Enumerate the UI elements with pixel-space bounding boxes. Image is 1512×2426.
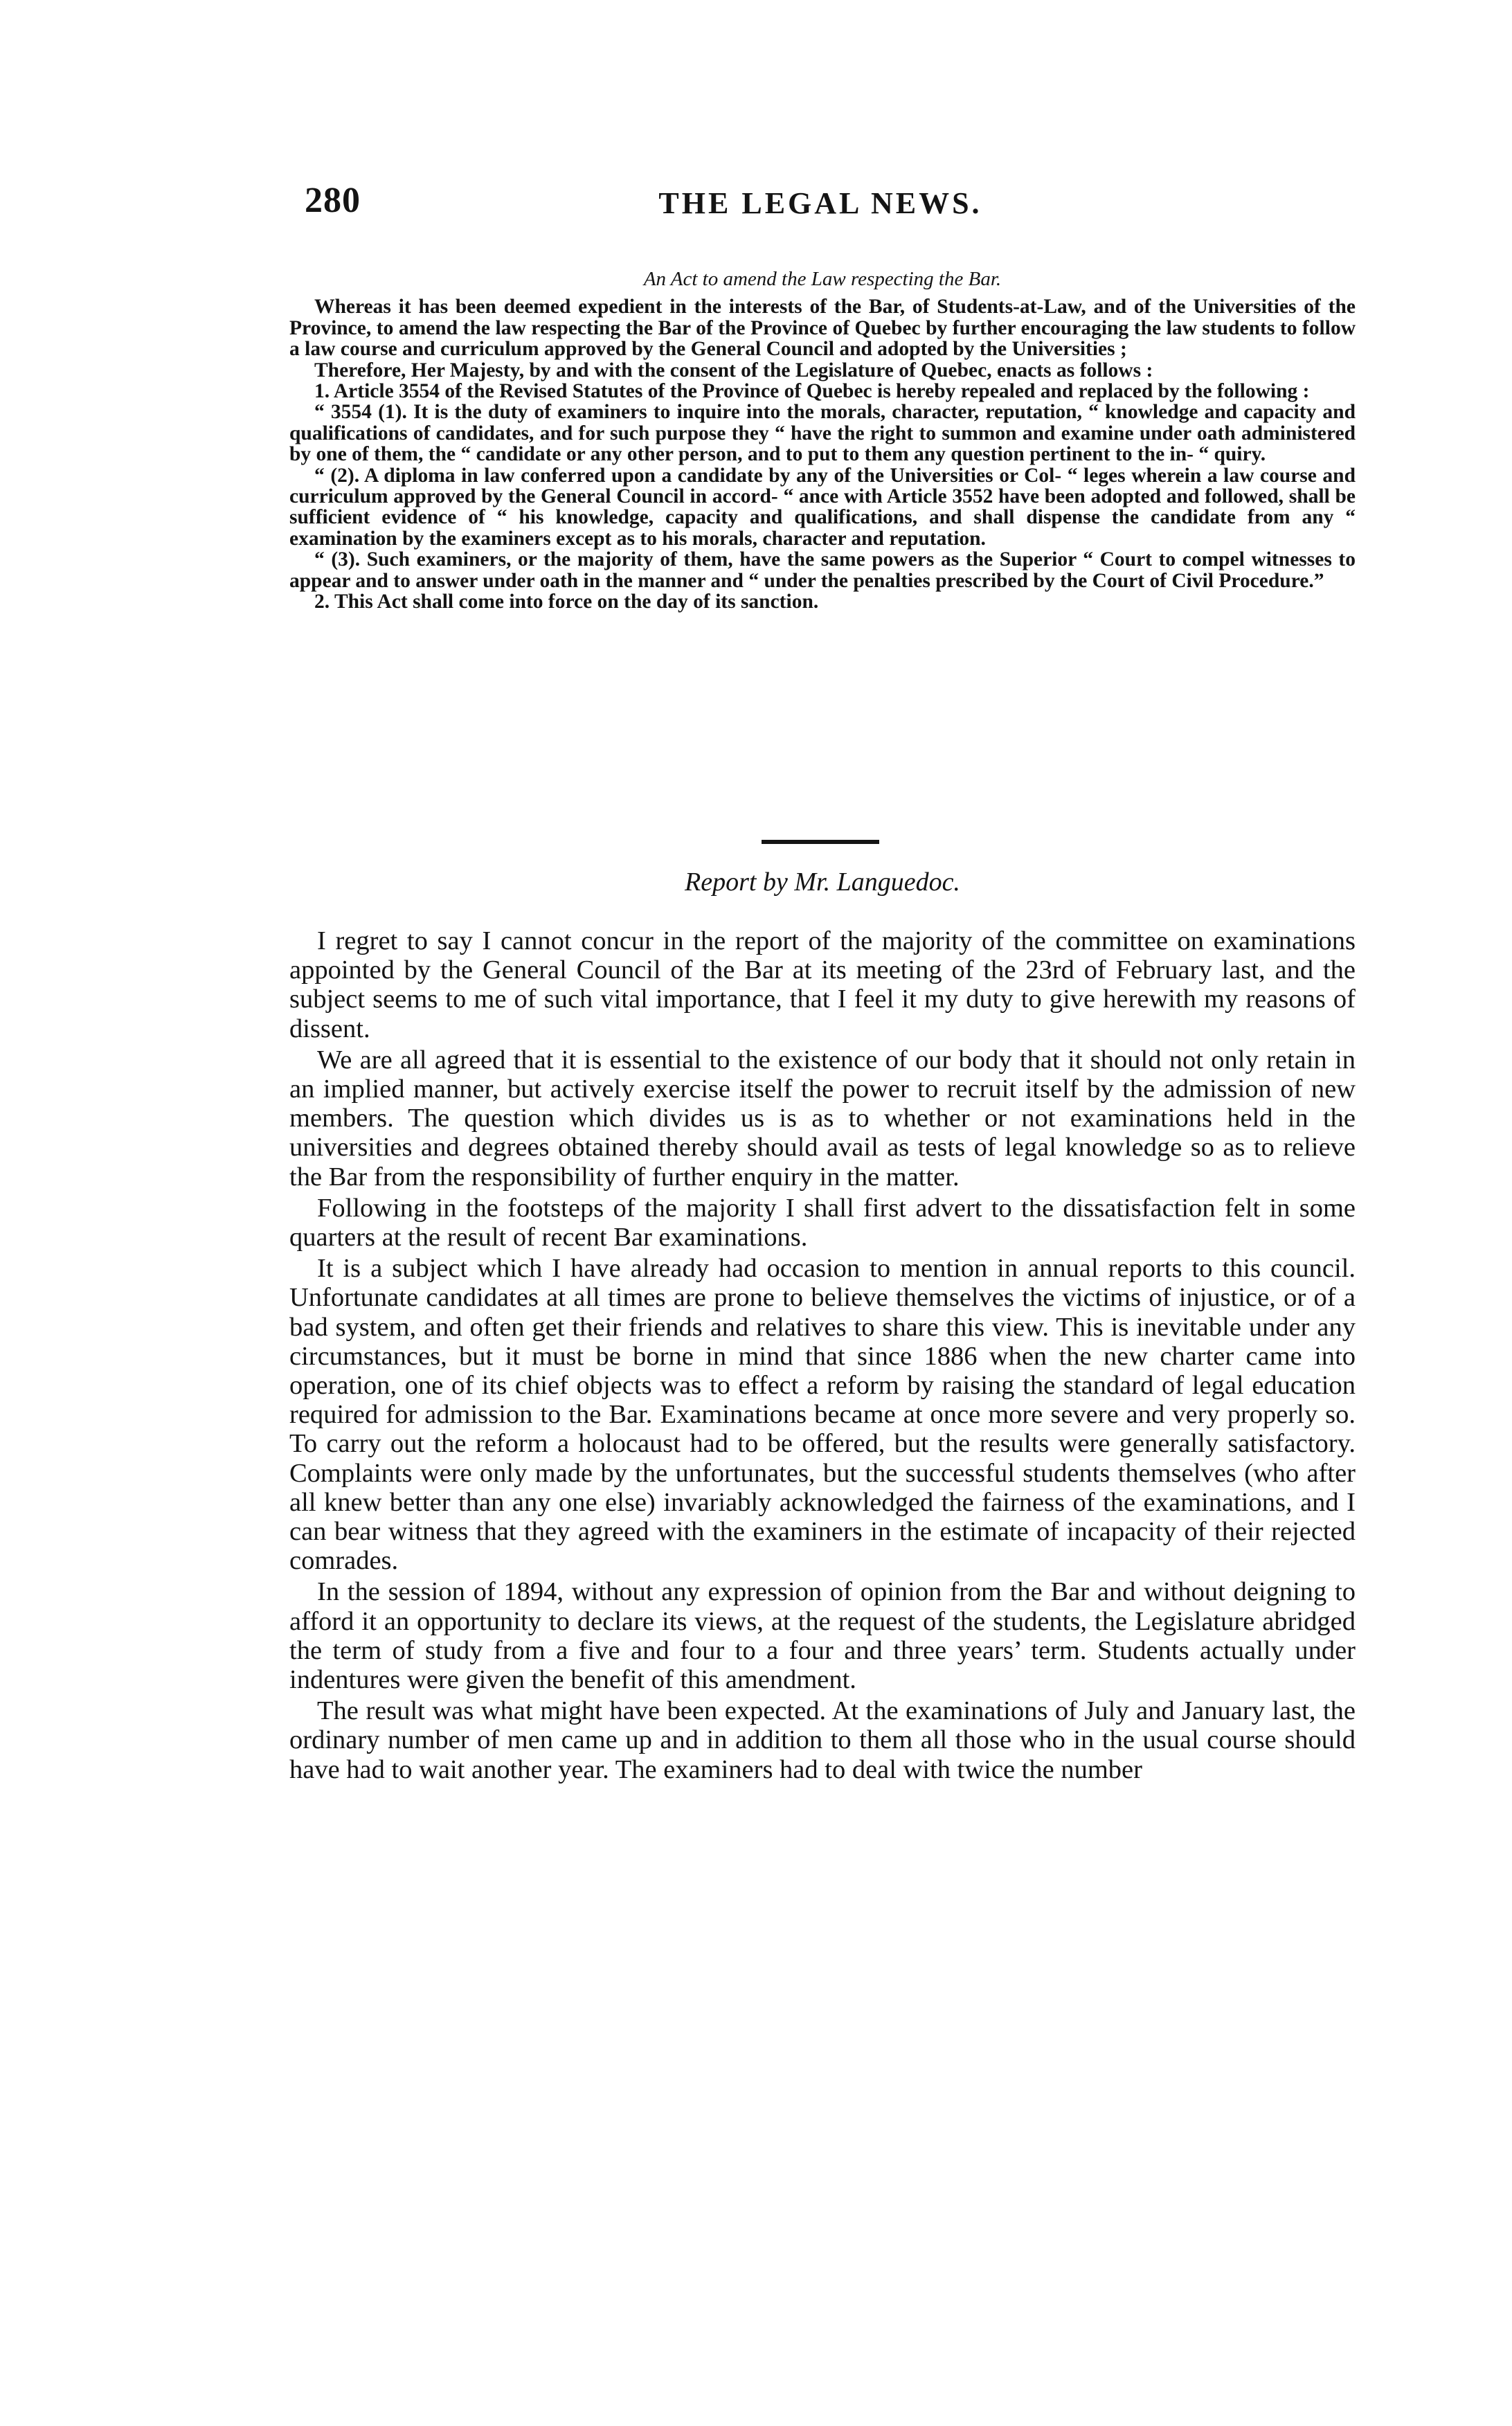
act-article-3554-3: “ (3). Such examiners, or the majority of them, have the same powers as the Superior “ Court to compel witnesses to appear and to answer under oath in the manner and “ under the penalties prescribed by the Court of Civil Procedure.” bbox=[289, 548, 1356, 592]
report-paragraph: We are all agreed that it is essential to the existence of our body that it should not only retain in an implied manner, but actively exercise itself the power to recruit itself by the admission of new members. The question which divides us is as to whether or not examinations held in the universities and degrees obtained thereby should avail as tests of legal knowledge so as to relieve the Bar from the responsibility of further enquiry in the matter. bbox=[289, 1045, 1356, 1192]
act-preamble: Whereas it has been deemed expedient in the interests of the Bar, of Students-at-Law, and of the Universities of the Province, to amend the law respecting the Bar of the Province of Quebec by further encouraging the law students to follow a law course and curriculum approved by the General Council and adopted by the Universities ; bbox=[289, 296, 1356, 361]
section-divider bbox=[762, 840, 879, 844]
report-body bbox=[289, 926, 1356, 1784]
running-head: THE LEGAL NEWS. bbox=[658, 186, 982, 220]
act-article-3554-1: “ 3554 (1). It is the duty of examiners to inquire into the morals, character, reputation, “ knowledge and capacity and qualifications of candidates, and for such purpose they “ have the right to summon and examine under oath administered by one of them, the “ candidate or any other person, and to put to them any question pertinent to the in- “ quiry. bbox=[289, 401, 1356, 466]
page-header bbox=[291, 180, 1350, 228]
report-section bbox=[289, 867, 1356, 1784]
report-paragraph: Following in the footsteps of the majority I shall first advert to the dissatisfaction felt in some quarters at the result of recent Bar examinations. bbox=[289, 1193, 1356, 1252]
report-paragraph: In the session of 1894, without any expression of opinion from the Bar and without deigning to afford it an opportunity to declare its views, at the request of the students, the Legislature abridged the term of study from a five and four to a four and three years’ term. Students actually under indentures were given the benefit of this amendment. bbox=[289, 1577, 1356, 1695]
act-enacting-clause: Therefore, Her Majesty, by and with the consent of the Legislature of Quebec, enacts as follows : bbox=[314, 359, 1153, 381]
report-paragraph: The result was what might have been expected. At the examinations of July and January last, the ordinary number of men came up and in addition to them all those who in the usual course should have had to wait another year. The examiners had to deal with twice the number bbox=[289, 1696, 1356, 1784]
act-section-1: 1. Article 3554 of the Revised Statutes of the Province of Quebec is hereby repealed and replaced by the following : bbox=[314, 380, 1310, 403]
page-number: 280 bbox=[305, 181, 361, 220]
act-section bbox=[289, 269, 1356, 613]
act-section-2: 2. This Act shall come into force on the day of its sanction. bbox=[314, 591, 819, 613]
report-paragraph: It is a subject which I have already had occasion to mention in annual reports to this council. Unfortunate candidates at all times are prone to believe themselves the victims of injustice, or of a bad system, and often get their friends and relatives to share this view. This is inevitable under any circumstances, but it must be borne in mind that since 1886 when the new charter came into operation, one of its chief objects was to effect a reform by raising the standard of legal education required for admission to the Bar. Examinations became at once more severe and very properly so. To carry out the reform a holocaust had to be offered, but the results were generally satisfactory. Complaints were only made by the unfortunates, but the successful students themselves (who after all knew better than any one else) invariably acknowledged the fairness of the examinations, and I can bear witness that they agreed with the examiners in the estimate of incapacity of their rejected comrades. bbox=[289, 1254, 1356, 1576]
report-title: Report by Mr. Languedoc. bbox=[685, 868, 960, 897]
act-title: An Act to amend the Law respecting the Bar. bbox=[643, 268, 1002, 290]
act-article-3554-2: “ (2). A diploma in law conferred upon a candidate by any of the Universities or Col- “ leges wherein a law course and curriculum approved by the General Council in accord- “ ance with Article 3552 have been adopted and followed, shall be sufficient evidence of “ his knowledge, capacity and qualifications, and shall dispense the candidate from any “ examination by the examiners except as to his morals, character and reputation. bbox=[289, 464, 1356, 550]
report-paragraph: I regret to say I cannot concur in the report of the majority of the committee on examinations appointed by the General Council of the Bar at its meeting of the 23rd of February last, and the subject seems to me of such vital importance, that I feel it my duty to give herewith my reasons of dissent. bbox=[289, 926, 1356, 1043]
